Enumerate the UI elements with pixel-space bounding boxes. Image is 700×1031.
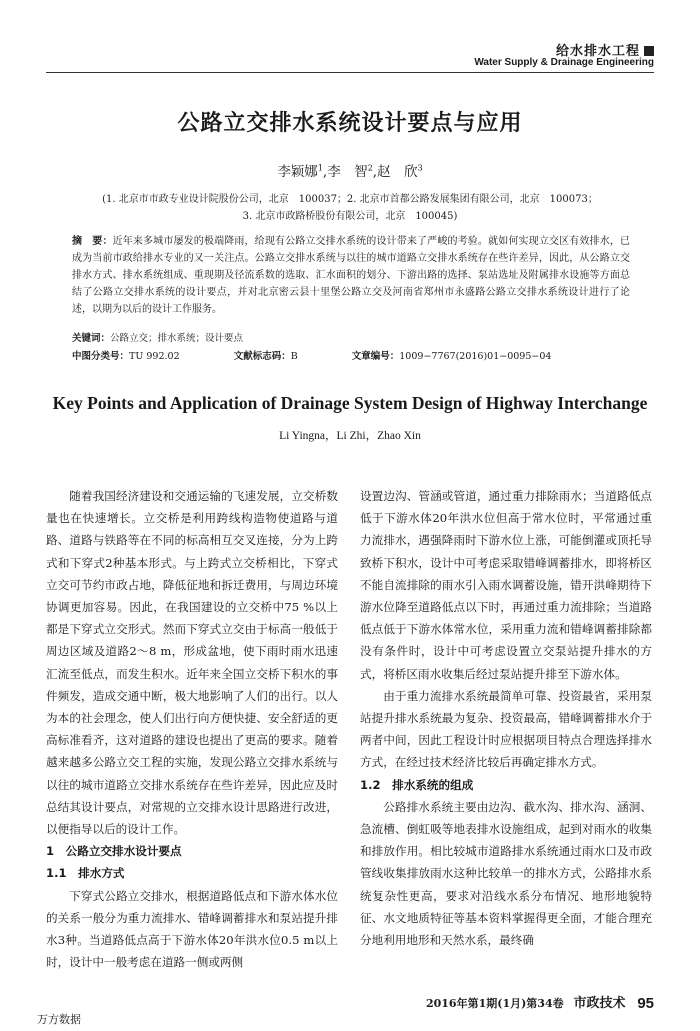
paper-title: 公路立交排水系统设计要点与应用	[177, 111, 523, 136]
subsection-heading: 1.1 排水方式	[46, 866, 125, 881]
body-column-right	[360, 485, 652, 951]
affiliation-line: (1. 北京市市政专业设计院股份公司，北京 100037；2. 北京市首都公路发展集团有限公司，北京 100073；	[102, 194, 598, 205]
affiliation-line: 3. 北京市政路桥股份有限公司，北京 100045)	[242, 211, 458, 222]
author-name: 李颖娜	[277, 164, 318, 180]
journal-name-en: Water Supply & Drainage Engineering	[474, 57, 654, 68]
author-name: 李 智	[327, 164, 368, 180]
body-paragraph: 随着我国经济建设和交通运输的飞速发展，立交桥数量也在快速增长。立交桥是利用跨线构造物使道路与道路、道路与铁路等在不同的标高相互交叉连接，分为上跨式和下穿式2种基本形式。与上跨式立交桥相比，下穿式立交可节约市政占地，降低征地和拆迁费用，与周边环境协调更加容易。因此，在我国建设的立交桥中75 %以上都是下穿式立交形式。然而下穿式立交由于标高一般低于周边区域及道路2～8 m，形成盆地，使下雨时雨水迅速汇流至低点，而发生积水。近年来全国立交桥下积水的事件频发，造成交通中断，极大地影响了人们的出行。以人为本的社会理念，使人们出行向方便快捷、安全舒适的更高标准看齐，这对道路的建设也提出了更高的要求。随着越来越多公路立交工程的实施，发现公路立交排水系统与以往的城市道路立交排水系统存在些许差异，因此应及时总结其设计要点，对常规的立交排水设计思路进行改进，以便指导以后的设计工作。	[46, 489, 338, 837]
classification-line	[72, 348, 630, 362]
affiliations	[46, 191, 654, 225]
subsection-heading: 1.2 排水系统的组成	[360, 777, 474, 792]
author-name: 赵 欣	[377, 164, 418, 180]
abstract-text: 近年来多城市屡发的极端降雨，给现有公路立交排水系统的设计带来了严峻的考验。就如何实现立交区有效排水，已成为当前市政给排水专业的又一关注点。公路立交排水系统与以往的城市道路立交排水系统存在些许差异，因此，从公路立交排水方式、排水系统组成、重现期及径流系数的选取、汇水面积的划分、下游出路的选择、泵站选址及附属排水设施等方面总结了公路立交排水系统的设计要点，并对北京密云县十里堡公路立交及河南省郑州市永盛路公路立交排水系统设计进行了论述，以期为以后的设计工作服务。	[72, 236, 631, 315]
english-authors: Li Yingna，Li Zhi，Zhao Xin	[279, 430, 421, 442]
issue-info: 2016年第1期(1月)第34卷	[425, 997, 564, 1010]
doc-code-value: B	[290, 351, 298, 362]
author-affil-mark: 3	[417, 163, 423, 173]
body-paragraph: 公路排水系统主要由边沟、截水沟、排水沟、涵洞、急流槽、倒虹吸等地表排水设施组成，起到对雨水的收集和排放作用。相比较城市道路排水系统通过雨水口及市政管线收集排放雨水这种比较单一的排水方式，公路排水系统复杂性更高，要求对沿线水系分布情况、地形地貌特征、水文地质特征等基本资料掌握得更全面，才能合理充分地利用地形和天然水系，最终确	[360, 799, 652, 948]
article-number-value: 1009−7767(2016)01−0095−04	[399, 351, 552, 362]
keywords-text: 公路立交；排水系统；设计要点	[110, 333, 244, 344]
header-rule	[46, 72, 654, 73]
page-number: 95	[637, 995, 654, 1012]
section-heading: 1 公路立交排水设计要点	[46, 844, 182, 859]
author-list: 李颖娜$^1$,李 智$^2$,赵 欣$^3$	[277, 163, 423, 180]
keywords-label: 关键词：	[72, 333, 111, 344]
journal-name-cn: 给水排水工程	[556, 40, 654, 59]
square-mark-icon	[644, 46, 654, 56]
abstract-label: 摘 要：	[72, 236, 113, 247]
keywords	[72, 330, 630, 344]
author-affil-mark: 2	[367, 163, 373, 173]
doc-code-label: 文献标志码：	[233, 351, 291, 362]
page-footer	[426, 992, 654, 1012]
body-column-left	[46, 485, 338, 973]
english-title: Key Points and Application of Drainage System Design of Highway Interchange	[52, 393, 648, 413]
body-paragraph: 由于重力流排水系统最简单可靠、投资最省，采用泵站提升排水系统最为复杂、投资最高，错峰调蓄排水介于两者中间，因此工程设计时应根据项目特点合理选择排水方式，在经过技术经济比较后再确定排水方式。	[360, 688, 652, 770]
clc-value: TU 992.02	[129, 351, 180, 362]
clc-label: 中图分类号：	[72, 351, 130, 362]
article-number-label: 文章编号：	[351, 351, 400, 362]
footer-journal-name: 市政技术	[573, 996, 626, 1011]
body-paragraph: 设置边沟、管涵或管道，通过重力排除雨水；当道路低点低于下游水体20年洪水位但高于常水位时，平常通过重力流排水，遇强降雨时下游水位上涨，可能倒灌或顶托导致桥下积水，设计中可考虑采取错峰调蓄排水，即将桥区不能自流排除的雨水引入雨水调蓄设施，错开洪峰期待下游水位降至道路低点以下时，再通过重力流排除；当道路低点低于下游水体常水位，采用重力流和错峰调蓄排除都没有条件时，设计中可考虑设置立交泵站提升排水的方式，将桥区雨水收集后经过泵站提升排至下游水体。	[360, 489, 652, 681]
watermark: 万方数据	[37, 1013, 81, 1026]
author-affil-mark: 1	[317, 163, 323, 173]
abstract	[72, 233, 630, 318]
body-paragraph: 下穿式公路立交排水，根据道路低点和下游水体水位的关系一般分为重力流排水、错峰调蓄排水和泵站提升排水3种。当道路低点高于下游水体20年洪水位0.5 m以上时，设计中一般考虑在道路一侧或两侧	[46, 888, 338, 970]
